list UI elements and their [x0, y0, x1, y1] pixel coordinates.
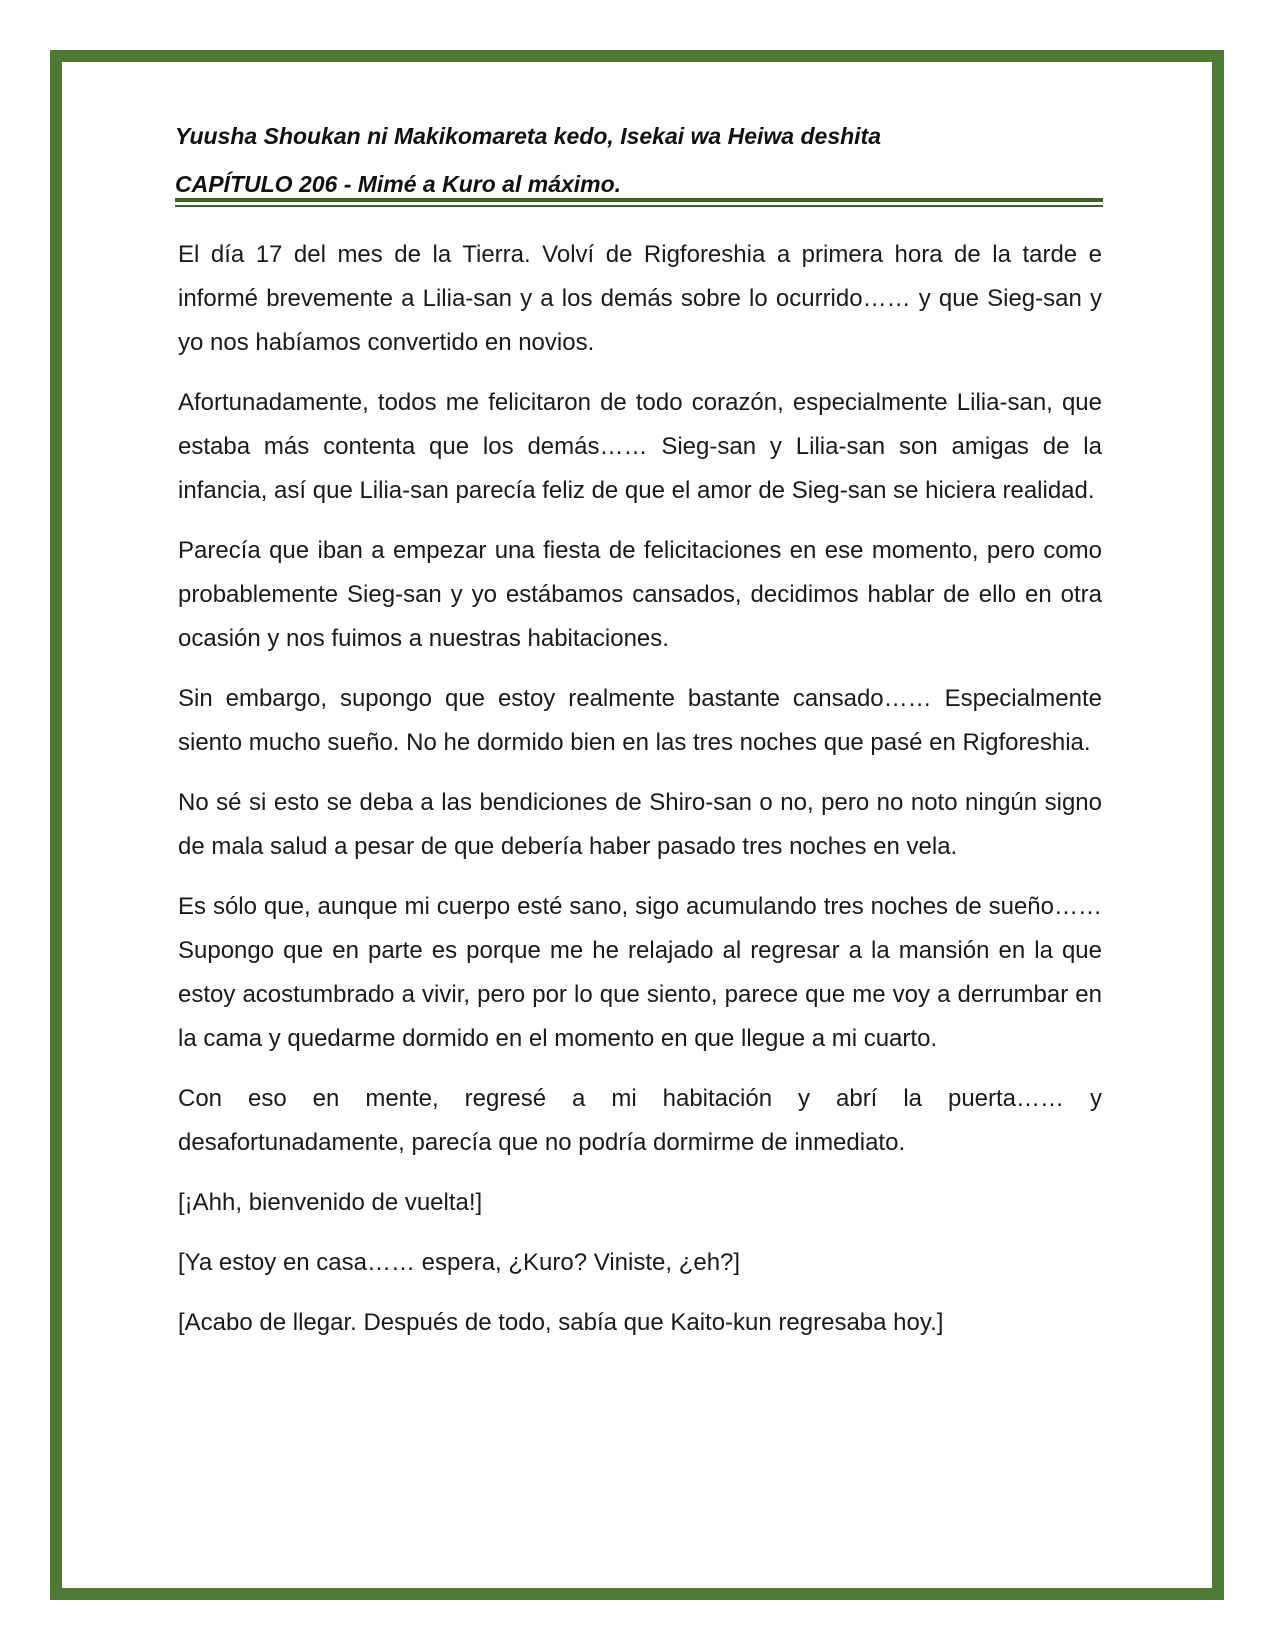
paragraph: Parecía que iban a empezar una fiesta de felicitaciones en ese momento, pero como probablemente Sieg-san y yo estábamos cansados, decidimos hablar de ello en otra ocasión y nos fuimos a nuestras habitaciones. [178, 537, 1102, 652]
paragraph: Sin embargo, supongo que estoy realmente bastante cansado…… Especialmente siento mucho sueño. No he dormido bien en las tres noches que pasé en Rigforeshia. [178, 685, 1102, 756]
chapter-body [178, 233, 1102, 1361]
paragraph: Es sólo que, aunque mi cuerpo esté sano, sigo acumulando tres noches de sueño…… Supongo que en parte es porque me he relajado al regresar a la mansión en la que estoy acostumbrado a vivir, pero por lo que siento, parece que me voy a derrumbar en la cama y quedarme dormido en el momento en que llegue a mi cuarto. [178, 893, 1102, 1052]
paragraph: No sé si esto se deba a las bendiciones de Shiro-san o no, pero no noto ningún signo de mala salud a pesar de que debería haber pasado tres noches en vela. [178, 789, 1102, 860]
dialogue-line: [Ya estoy en casa…… espera, ¿Kuro? Viniste, ¿eh?] [178, 1249, 741, 1276]
header-divider [175, 198, 1103, 207]
series-title: Yuusha Shoukan ni Makikomareta kedo, Isekai wa Heiwa deshita [175, 123, 882, 149]
paragraph: Con eso en mente, regresé a mi habitación y abrí la puerta…… y desafortunadamente, parecía que no podría dormirme de inmediato. [178, 1085, 1102, 1156]
paragraph: Afortunadamente, todos me felicitaron de todo corazón, especialmente Lilia-san, que estaba más contenta que los demás…… Sieg-san y Lilia-san son amigas de la infancia, así que Lilia-san parecía feliz de que el amor de Sieg-san se hiciera realidad. [178, 389, 1102, 504]
chapter-title: CAPÍTULO 206 - Mimé a Kuro al máximo. [175, 171, 622, 197]
document-header [175, 112, 1103, 208]
paragraph: El día 17 del mes de la Tierra. Volví de Rigforeshia a primera hora de la tarde e informé brevemente a Lilia-san y a los demás sobre lo ocurrido…… y que Sieg-san y yo nos habíamos convertido en novios. [178, 241, 1102, 356]
dialogue-line: [¡Ahh, bienvenido de vuelta!] [178, 1189, 483, 1216]
dialogue-line: [Acabo de llegar. Después de todo, sabía que Kaito-kun regresaba hoy.] [178, 1309, 944, 1336]
